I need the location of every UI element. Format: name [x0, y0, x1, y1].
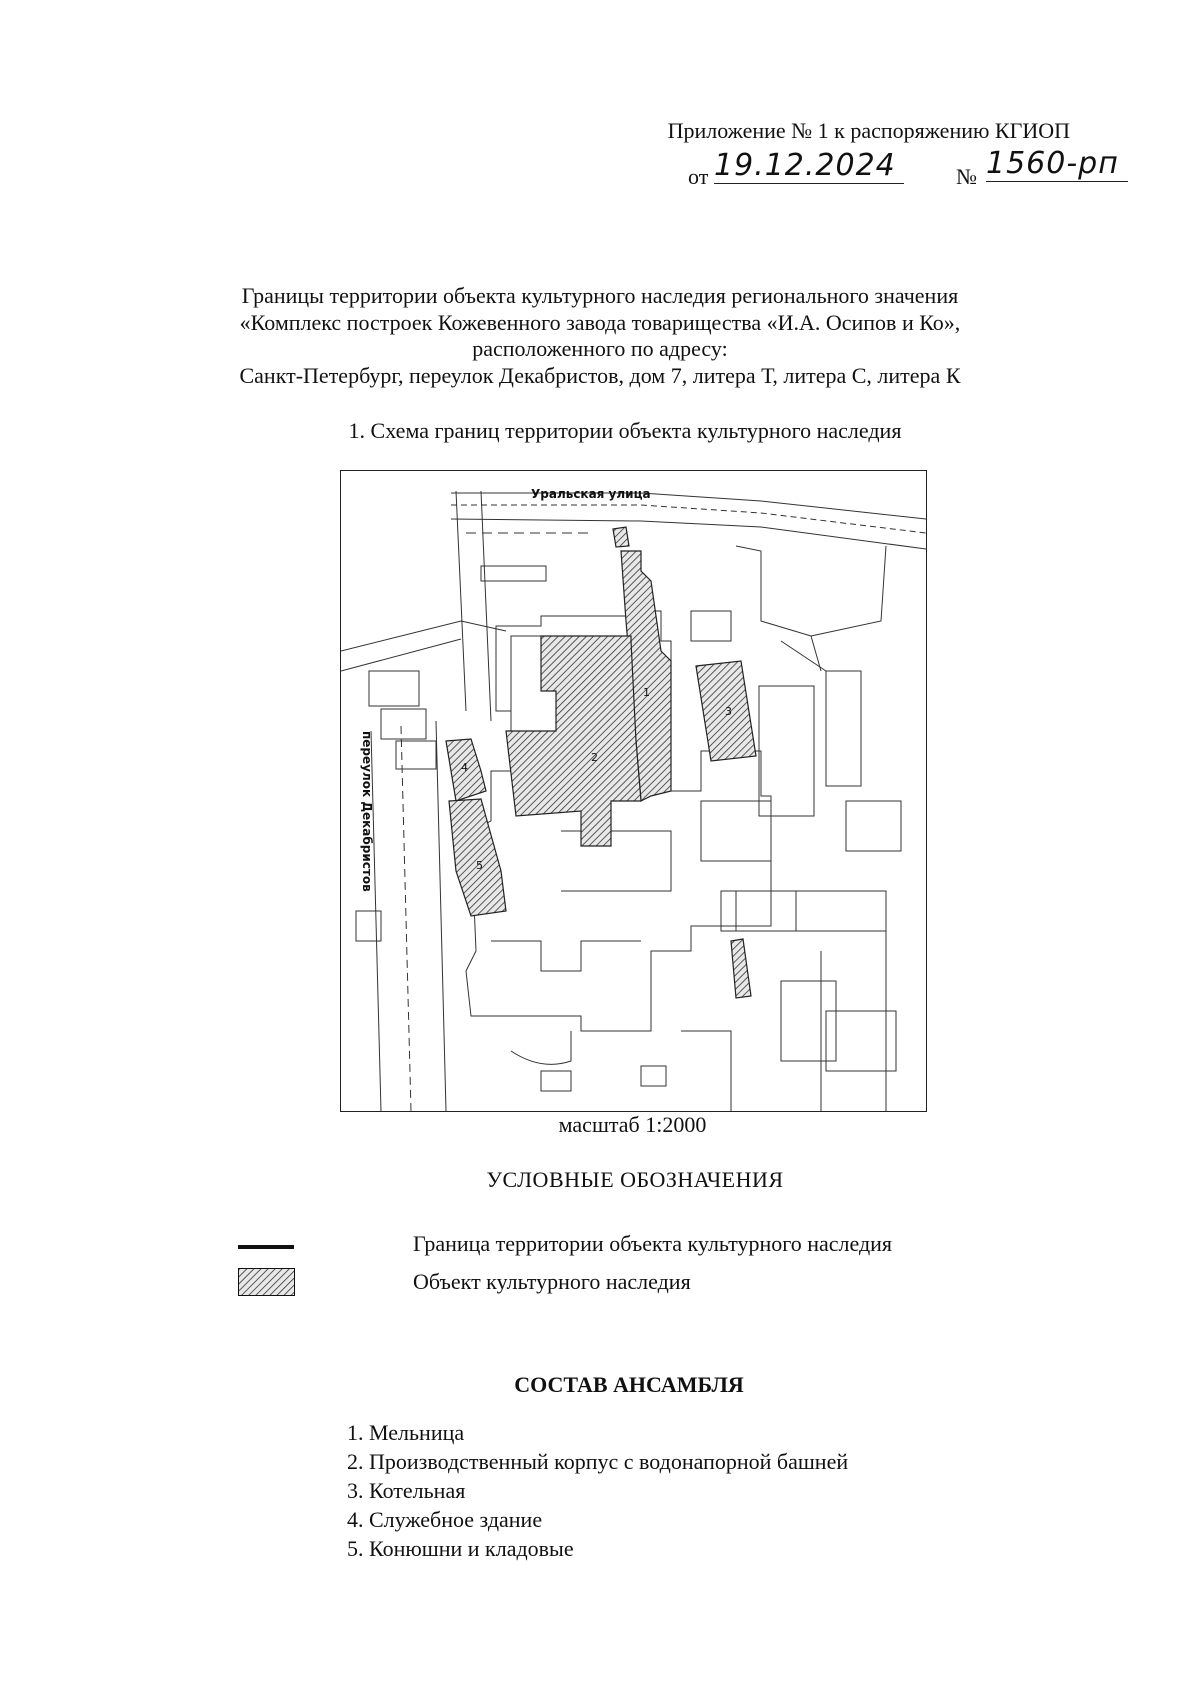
title-line-4: Санкт-Петербург, переулок Декабристов, дом 7, литера Т, литера С, литера К: [239, 362, 961, 388]
order-number: 1560-рп: [986, 146, 1128, 182]
ensemble-item: 1. Мельница: [347, 1420, 465, 1445]
ensemble-title: СОСТАВ АНСАМБЛЯ: [514, 1372, 744, 1397]
order-date: 19.12.2024: [714, 148, 904, 184]
order-date-number: [688, 146, 1128, 200]
title-line-2: «Комплекс построек Кожевенного завода товарищества «И.А. Осипов и Ко»,: [239, 309, 961, 335]
title-line-1: Границы территории объекта культурного наследия регионального значения: [241, 283, 959, 308]
legend-title: УСЛОВНЫЕ ОБОЗНАЧЕНИЯ: [486, 1167, 784, 1192]
ensemble-item: 2. Производственный корпус с водонапорной башней: [347, 1449, 849, 1474]
heritage-object-5-shape: [449, 799, 506, 916]
site-plan-map: [340, 470, 927, 1112]
hatch-pattern-icon: [238, 1268, 295, 1296]
scheme-caption: 1. Схема границ территории объекта культурного наследия: [348, 418, 902, 443]
heritage-object-small-shape: [613, 527, 629, 547]
map-label-1: 1: [643, 686, 650, 699]
boundary-line-icon: [238, 1245, 294, 1249]
annex-reference: Приложение № 1 к распоряжению КГИОП: [667, 118, 1070, 143]
ensemble-list: [347, 1418, 848, 1563]
street-label-dekabristov: переулок Декабристов: [360, 731, 374, 892]
map-scale: масштаб 1:2000: [558, 1112, 707, 1137]
map-label-2: 2: [591, 751, 598, 764]
map-label-4: 4: [461, 761, 468, 774]
heritage-object-2-shape: [506, 636, 641, 846]
date-prefix: от: [688, 164, 709, 189]
title-line-3: расположенного по адресу:: [472, 336, 728, 361]
ensemble-item: 5. Конюшни и кладовые: [347, 1536, 574, 1561]
site-plan-drawing: [341, 471, 926, 1111]
map-label-3: 3: [725, 705, 732, 718]
legend-item-heritage: Объект культурного наследия: [413, 1269, 691, 1294]
number-prefix: №: [956, 164, 977, 189]
legend-item-boundary: Граница территории объекта культурного наследия: [413, 1231, 893, 1256]
document-title: [0, 283, 1200, 389]
street-label-uralskaya: Уральская улица: [531, 487, 651, 501]
ensemble-item: 3. Котельная: [347, 1478, 466, 1503]
heritage-object-extra-shape: [731, 939, 751, 998]
map-label-5: 5: [476, 859, 483, 872]
ensemble-item: 4. Служебное здание: [347, 1507, 543, 1532]
